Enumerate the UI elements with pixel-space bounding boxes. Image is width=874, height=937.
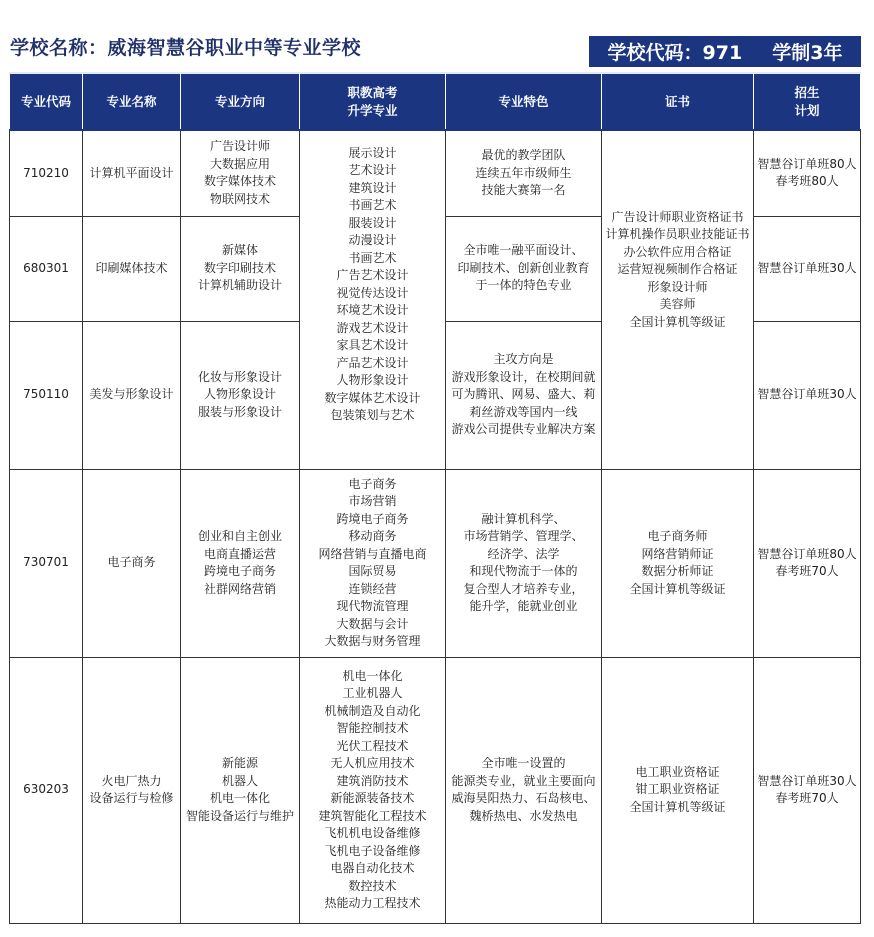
major-name: 印刷媒体技术 <box>83 216 181 321</box>
certificates: 电工职业资格证 钳工职业资格证 全国计算机等级证 <box>602 657 754 923</box>
major-features: 全市唯一融平面设计、 印刷技术、创新创业教育 于一体的特色专业 <box>446 216 602 321</box>
col-header-certificates: 证书 <box>602 73 754 130</box>
major-features: 融计算机科学、 市场营销学、管理学、 经济学、法学 和现代物流于一体的 复合型人才培养专业， 能升学，能就业创业 <box>446 469 602 657</box>
major-code: 630203 <box>10 657 83 923</box>
table-header-row <box>10 73 861 130</box>
major-code: 710210 <box>10 130 83 216</box>
col-header-features: 专业特色 <box>446 73 602 130</box>
major-code: 730701 <box>10 469 83 657</box>
enrollment-plan: 智慧谷订单班80人 春考班80人 <box>754 130 861 216</box>
major-directions: 创业和自主创业 电商直播运营 跨境电子商务 社群网络营销 <box>181 469 300 657</box>
enrollment-plan: 智慧谷订单班30人 <box>754 216 861 321</box>
col-header-enrollment-plan: 招生 计划 <box>754 73 861 130</box>
major-directions: 化妆与形象设计 人物形象设计 服装与形象设计 <box>181 321 300 469</box>
certificates: 电子商务师 网络营销师证 数据分析师证 全国计算机等级证 <box>602 469 754 657</box>
enrollment-plan: 智慧谷订单班30人 春考班70人 <box>754 657 861 923</box>
exam-majors: 机电一体化 工业机器人 机械制造及自动化 智能控制技术 光伏工程技术 无人机应用技术 建筑消防技术 新能源装备技术 建筑智能化工程技术 飞机机电设备维修 飞机电子设备维修 电器自动化技术 数控技术 热能动力工程技术 <box>300 657 446 923</box>
majors-table <box>9 72 861 924</box>
major-directions: 新媒体 数字印刷技术 计算机辅助设计 <box>181 216 300 321</box>
major-features: 全市唯一设置的 能源类专业，就业主要面向 威海昊阳热力、石岛核电、 魏桥热电、水发热电 <box>446 657 602 923</box>
major-name: 火电厂热力 设备运行与检修 <box>83 657 181 923</box>
major-features: 主攻方向是 游戏形象设计，在校期间就 可为腾讯、网易、盛大、莉 莉丝游戏等国内一线 游戏公司提供专业解决方案 <box>446 321 602 469</box>
major-directions: 新能源 机器人 机电一体化 智能设备运行与维护 <box>181 657 300 923</box>
col-header-code: 专业代码 <box>10 73 83 130</box>
school-code: 学校代码：971 <box>607 42 743 64</box>
major-code: 680301 <box>10 216 83 321</box>
major-code: 750110 <box>10 321 83 469</box>
major-directions: 广告设计师 大数据应用 数字媒体技术 物联网技术 <box>181 130 300 216</box>
major-features: 最优的教学团队 连续五年市级师生 技能大赛第一名 <box>446 130 602 216</box>
table-row <box>10 469 861 657</box>
col-header-name: 专业名称 <box>83 73 181 130</box>
enrollment-plan: 智慧谷订单班30人 <box>754 321 861 469</box>
certificates-shared: 广告设计师职业资格证书 计算机操作员职业技能证书 办公软件应用合格证 运营短视频制作合格证 形象设计师 美容师 全国计算机等级证 <box>602 130 754 469</box>
study-duration: 学制3年 <box>772 42 843 64</box>
major-name: 美发与形象设计 <box>83 321 181 469</box>
exam-majors-shared: 展示设计 艺术设计 建筑设计 书画艺术 服装设计 动漫设计 书画艺术 广告艺术设计 视觉传达设计 环境艺术设计 游戏艺术设计 家具艺术设计 产品艺术设计 人物形象设计 数字媒体艺术设计 包装策划与艺术 <box>300 130 446 469</box>
enrollment-plan: 智慧谷订单班80人 春考班70人 <box>754 469 861 657</box>
col-header-exam-major: 职教高考 升学专业 <box>300 73 446 130</box>
major-name: 电子商务 <box>83 469 181 657</box>
col-header-direction: 专业方向 <box>181 73 300 130</box>
major-name: 计算机平面设计 <box>83 130 181 216</box>
school-name-title: 学校名称：威海智慧谷职业中等专业学校 <box>10 37 362 59</box>
exam-majors: 电子商务 市场营销 跨境电子商务 移动商务 网络营销与直播电商 国际贸易 连锁经营 现代物流管理 大数据与会计 大数据与财务管理 <box>300 469 446 657</box>
school-code-banner <box>589 36 861 67</box>
table-row <box>10 657 861 923</box>
table-row <box>10 130 861 216</box>
